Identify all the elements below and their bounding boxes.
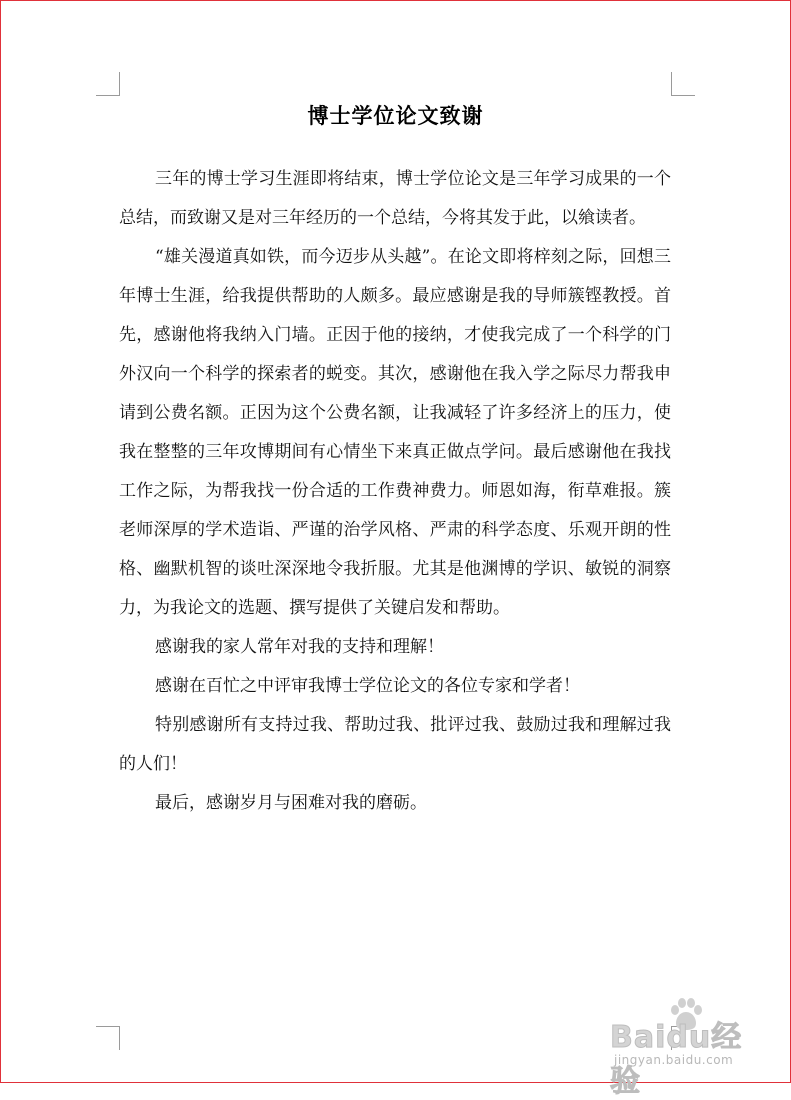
document-title: 博士学位论文致谢: [307, 103, 484, 128]
baidu-watermark: [610, 998, 770, 1099]
paragraph-reviewers: 感谢在百忙之中评审我博士学位论文的各位专家和学者！: [155, 676, 580, 696]
paragraph-advisor: “雄关漫道真如铁，而今迈步从头越”。在论文即将梓刻之际，回想三年博士生涯，给我提供帮助的人颇多。最应感谢是我的导师簇铿教授。首先，感谢他将我纳入门墙。正因于他的接纳，才使我完成了一个科学的门外汉向一个科学的探索者的蜕变。其次，感谢他在我入学之际尽力帮我申请到公费名额。正因为这个公费名额，让我减轻了许多经济上的压力，使我在整整的三年攻博期间有心情坐下来真正做点学问。最后感谢他在我找工作之际，为帮我找一份合适的工作费神费力。师恩如海，衔草难报。簇老师深厚的学术造诣、严谨的治学风格、严肃的科学态度、乐观开朗的性格、幽默机智的谈吐深深地令我折服。尤其是他渊博的学识、敏锐的洞察力，为我论文的选题、撰写提供了关键启发和帮助。: [119, 247, 671, 618]
document-body[interactable]: [119, 160, 671, 823]
paragraph-supporters: 特别感谢所有支持过我、帮助过我、批评过我、鼓励过我和理解过我的人们！: [119, 715, 671, 774]
paragraph-closing: 最后，感谢岁月与困难对我的磨砺。: [155, 793, 427, 813]
watermark-brand: Baidu经验: [610, 1020, 743, 1099]
paragraph-intro: 三年的博士学习生涯即将结束，博士学位论文是三年学习成果的一个总结，而致谢又是对三年经历的一个总结，今将其发于此，以飨读者。: [119, 169, 671, 228]
paragraph-family: 感谢我的家人常年对我的支持和理解！: [155, 637, 444, 657]
watermark-url: jingyan.baidu.com: [614, 1053, 734, 1067]
